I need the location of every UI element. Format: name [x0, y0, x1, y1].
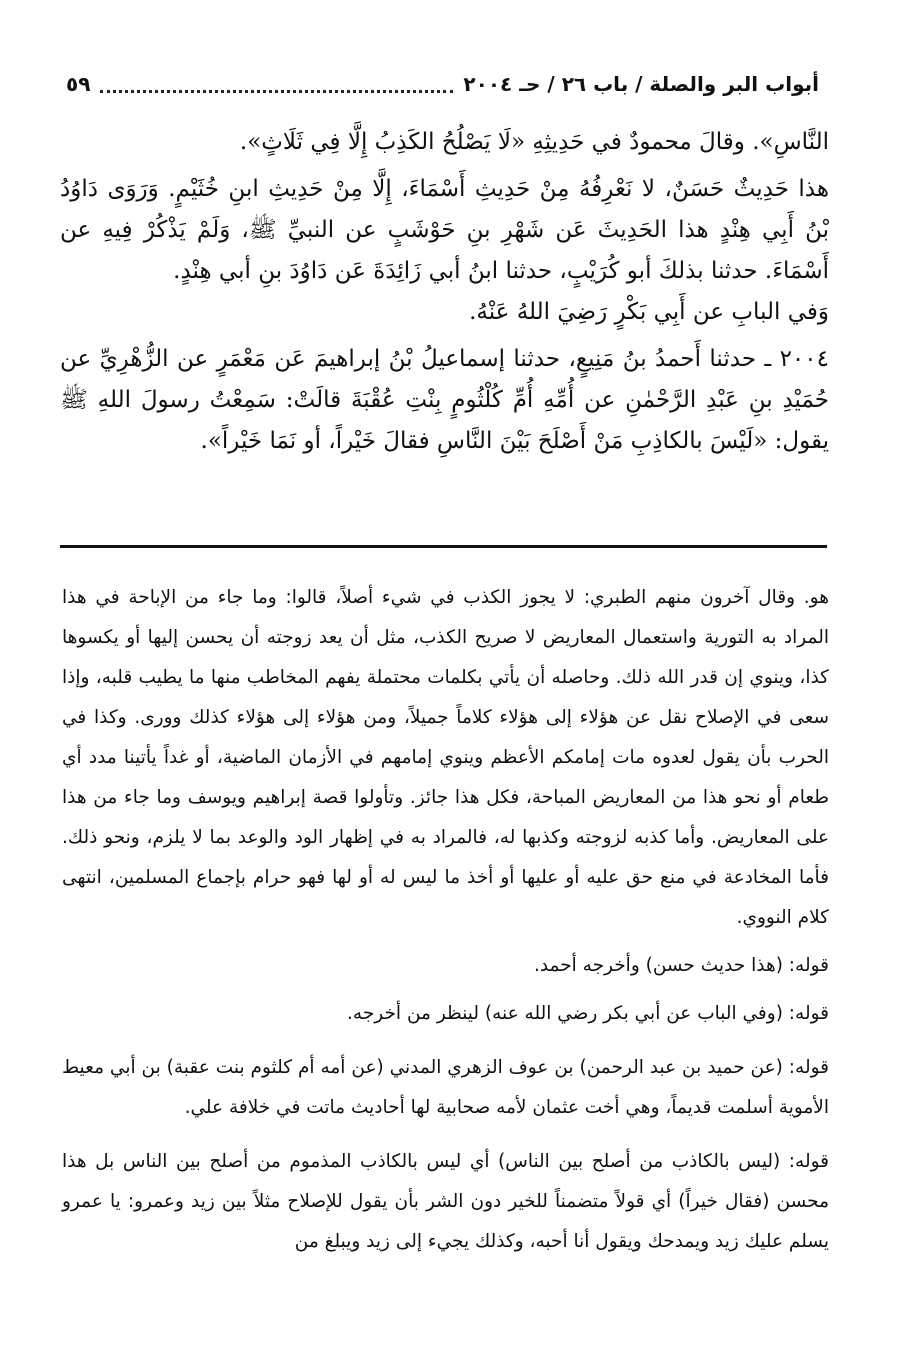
header-dot-leader: [100, 76, 453, 93]
header-title: أبواب البر والصلة / باب ٢٦ / حـ ٢٠٠٤: [463, 72, 819, 96]
commentary-paragraph: هو. وقال آخرون منهم الطبري: لا يجوز الكذب في شيء أصلاً، قالوا: وما جاء من الإباحة في هذا المراد به التورية واستعمال المعاريض لا صريح الكذب، مثل أن يعد زوجته أن يحسن إليها أو يكسوها كذا، وينوي إن قدر الله ذلك. وحاصله أن يأتي بكلمات محتملة يفهم المخاطب منها ما يطيب قلبه، وإذا سعى في الإصلاح نقل عن هؤلاء إلى هؤلاء كلاماً جميلاً، ومن هؤلاء إلى هؤلاء كذلك وورى. وكذا في الحرب بأن يقول لعدوه مات إمامكم الأعظم وينوي إمامهم في الأزمان الماضية، أو غداً يأتينا مدد أي طعام أو نحو هذا من المعاريض المباحة، فكل هذا جائز. وتأولوا قصة إبراهيم ويوسف وما جاء من هذا على المعاريض. وأما كذبه لزوجته وكذبها له، فالمراد به في إظهار الود والوعد بما لا يلزم، ونحو ذلك. فأما المخادعة في منع حق عليه أو عليها أو أخذ ما ليس له أو لها فهو حرام بإجماع المسلمين، انتهى كلام النووي.: [62, 587, 829, 928]
main-paragraph: وَفي البابِ عن أَبِي بَكْرٍ رَضِيَ اللهُ عَنْهُ.: [469, 299, 829, 325]
main-text: [60, 122, 829, 462]
main-paragraph: هذا حَدِيثٌ حَسَنٌ، لا نَعْرِفُهُ مِنْ حَدِيثِ أَسْمَاءَ، إِلَّا مِنْ حَدِيثِ ابنِ خُثَيْمٍ. وَرَوَى دَاوُدُ بْنُ أَبِي هِنْدٍ هذا الحَدِيثَ عَن شَهْرِ بنِ حَوْشَبٍ عن النبيِّ ﷺ، وَلَمْ يَذْكُرْ فِيهِ عن أَسْمَاءَ. حدثنا بذلكَ أبو كُرَيْبٍ، حدثنا ابنُ أبي زَائِدَةَ عَن دَاوُدَ بنِ أبي هِنْدٍ.: [60, 176, 829, 284]
page-number: ٥٩: [66, 72, 91, 96]
commentary-paragraph: قوله: (هذا حديث حسن) وأخرجه أحمد.: [533, 955, 829, 976]
main-paragraph: النَّاسِ». وقالَ محمودٌ في حَدِيثِهِ «لَا يَصْلُحُ الكَذِبُ إِلَّا فِي ثَلَاثٍ».: [239, 129, 829, 155]
commentary-paragraph: قوله: (عن حميد بن عبد الرحمن) بن عوف الزهري المدني (عن أمه أم كلثوم بنت عقبة) بن أبي معيط الأموية أسلمت قديماً، وهي أخت عثمان لأمه صحابية لها أحاديث ماتت في خلافة علي.: [62, 1057, 829, 1118]
commentary-paragraph: قوله: (ليس بالكاذب من أصلح بين الناس) أي ليس بالكاذب المذموم من أصلح بين الناس بل هذا محسن (فقال خيراً) أي قولاً متضمناً للخير دون الشر بأن يقول للإصلاح مثلاً بين زيد وعمرو: يا عمرو يسلم عليك زيد ويمدحك ويقول أنا أحبه، وكذلك يجيء إلى زيد ويبلغ من: [62, 1151, 829, 1252]
commentary-text: [62, 578, 829, 1262]
footnote-separator: [60, 545, 827, 548]
main-paragraph: ٢٠٠٤ ـ حدثنا أَحمدُ بنُ مَنِيعٍ، حدثنا إسماعيلُ بْنُ إبراهيمَ عَن مَعْمَرٍ عن الزُّهْرِيِّ عن حُمَيْدِ بنِ عَبْدِ الرَّحْمٰنِ عن أُمِّهِ أُمِّ كُلْثُومٍ بِنْتِ عُقْبَةَ قالَتْ: سَمِعْتُ رسولَ اللهِ ﷺ يقول: «لَيْسَ بالكاذِبِ مَنْ أَصْلَحَ بَيْنَ النَّاسِ فقالَ خَيْراً، أو نَمَا خَيْراً».: [60, 346, 829, 454]
commentary-paragraph: قوله: (وفي الباب عن أبي بكر رضي الله عنه) لينظر من أخرجه.: [347, 1003, 829, 1024]
running-header: [66, 68, 819, 100]
